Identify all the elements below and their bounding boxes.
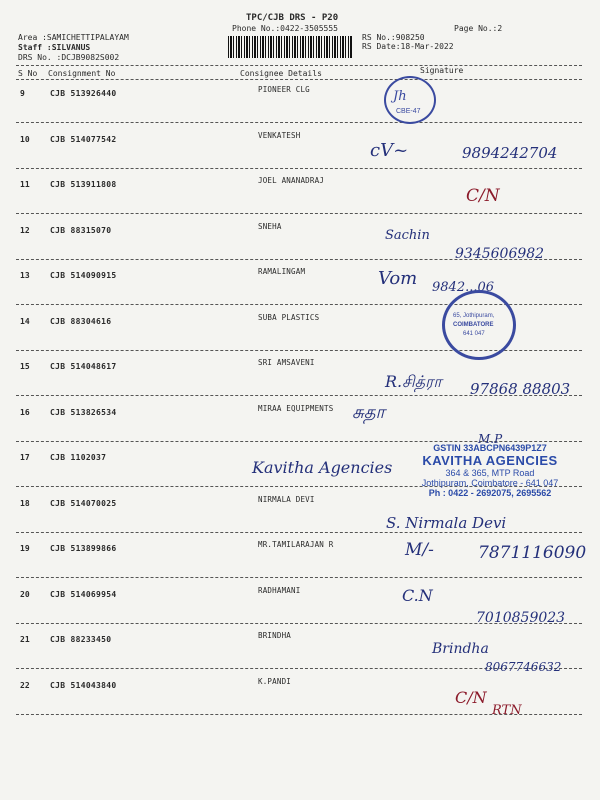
row-serial-number: 21 [20,635,30,644]
row-consignee-name: MIRAA EQUIPMENTS [258,403,334,413]
agency-address1: 364 & 365, MTP Road [445,468,535,478]
row-consignee-name: SRI AMSAVENI [258,358,315,367]
col-header-sno: S No [18,69,38,78]
row-consignment-number: CJB 514077542 [50,134,117,144]
agency-name: KAVITHA AGENCIES [422,453,558,468]
row-serial-number: 22 [20,680,30,690]
row-consignment-number: CJB 513926440 [50,89,117,98]
handwritten-signature: cV~ [370,140,409,161]
header-divider [16,65,582,66]
row-serial-number: 11 [20,180,30,189]
handwritten-note: RTN [492,703,522,718]
row-consignee-name: RADHAMANI [258,585,301,595]
row-serial-number: 19 [20,544,30,553]
handwritten-phone: 9894242704 [462,144,558,162]
agency-phone: Ph : 0422 - 2692075, 2695562 [428,488,552,498]
handwritten-initials: M.P [478,432,503,446]
barcode-image [228,36,353,58]
handwritten-name: R.சித்ரா [385,372,442,391]
handwritten-phone: 9842...06 [432,280,495,295]
row-consignee-name: JOEL ANANADRAJ [258,176,325,185]
row-consignment-number: CJB 514048617 [50,362,117,371]
handwritten-signature: Vom [378,268,418,289]
row-divider [16,577,582,578]
col-header-consignee: Consignee Details [240,69,322,78]
handwritten-signature: M/- [405,540,434,560]
row-serial-number: 18 [20,498,30,508]
handwritten-name: S. Nirmala Devi [386,514,507,532]
row-serial-number: 15 [20,362,30,371]
row-consignment-number: CJB 513899866 [50,544,117,553]
handwritten-note: C/N [455,688,487,707]
handwritten-phone: 7871116090 [478,543,587,563]
round-stamp: 65, Jothipuram, COIMBATORE 641 047 [442,290,516,360]
phone-number: Phone No.:0422-3505555 [232,24,338,33]
row-divider [16,122,582,123]
row-consignment-number: CJB 514043840 [50,680,117,690]
row-consignee-name: VENKATESH [258,130,301,140]
staff-label: Staff :SILVANUS [18,43,91,52]
row-serial-number: 20 [20,589,30,599]
row-serial-number: 9 [20,89,25,98]
row-consignment-number: CJB 88233450 [50,635,112,644]
report-title: TPC/CJB DRS - P20 [246,13,339,23]
row-consignee-name: NIRMALA DEVI [258,494,315,504]
handwritten-name: Brindha [432,641,489,657]
handwritten-phone: 7010859023 [476,610,566,626]
row-serial-number: 16 [20,407,30,417]
handwritten-name: சுதா [352,402,385,423]
row-serial-number: 12 [20,225,30,235]
row-consignee-name: SUBA PLASTICS [258,312,320,322]
area-label: Area :SAMICHETTIPALAYAM [18,33,129,42]
columns-divider [16,79,582,80]
handwritten-note: C/N [466,186,500,206]
row-consignment-number: CJB 88315070 [50,225,112,235]
row-serial-number: 14 [20,316,30,326]
row-consignee-name: RAMALINGAM [258,267,306,276]
row-consignee-name: SNEHA [258,221,282,231]
row-consignment-number: CJB 513911808 [50,180,117,189]
rs-number: RS No.:908250 [362,33,425,42]
row-consignment-number: CJB 514069954 [50,589,117,599]
row-consignment-number: CJB 1102037 [50,453,107,462]
row-serial-number: 10 [20,134,30,144]
col-header-consignment: Consignment No [48,69,116,78]
row-consignment-number: CJB 513826534 [50,407,117,417]
col-header-signature: Signature [420,66,464,75]
row-consignee-name: PIONEER CLG [258,85,310,94]
row-consignee-name: MR.TAMILARAJAN R [258,540,334,549]
handwritten-phone: 97868 88803 [470,380,571,398]
row-divider [16,168,582,169]
drs-number: DRS No. :DCJB9082S002 [18,53,120,62]
handwritten-signature: Kavitha Agencies [252,458,393,477]
row-consignment-number: CJB 514090915 [50,271,117,280]
row-consignee-name: BRINDHA [258,631,292,640]
handwritten-signature: Sachin [385,228,430,243]
row-serial-number: 13 [20,271,30,280]
handwritten-phone: 8067746632 [485,660,562,674]
row-consignee-name: K.PANDI [258,676,292,686]
rs-date: RS Date:18-Mar-2022 [362,42,454,51]
page-number: Page No.:2 [454,24,503,33]
row-divider [16,213,582,214]
handwritten-signature: C.N [402,586,433,605]
row-consignment-number: CJB 88304616 [50,316,112,326]
round-stamp: Jh CBE-47 [384,76,436,124]
row-serial-number: 17 [20,453,30,462]
agency-address2: Jothipuram, Coimbatore - 641 047 [421,478,559,488]
agency-stamp [400,443,580,513]
agency-gstin: GSTIN 33ABCPN6439P1Z7 [433,443,547,453]
handwritten-phone: 9345606982 [455,246,545,262]
row-consignment-number: CJB 514070025 [50,498,117,508]
